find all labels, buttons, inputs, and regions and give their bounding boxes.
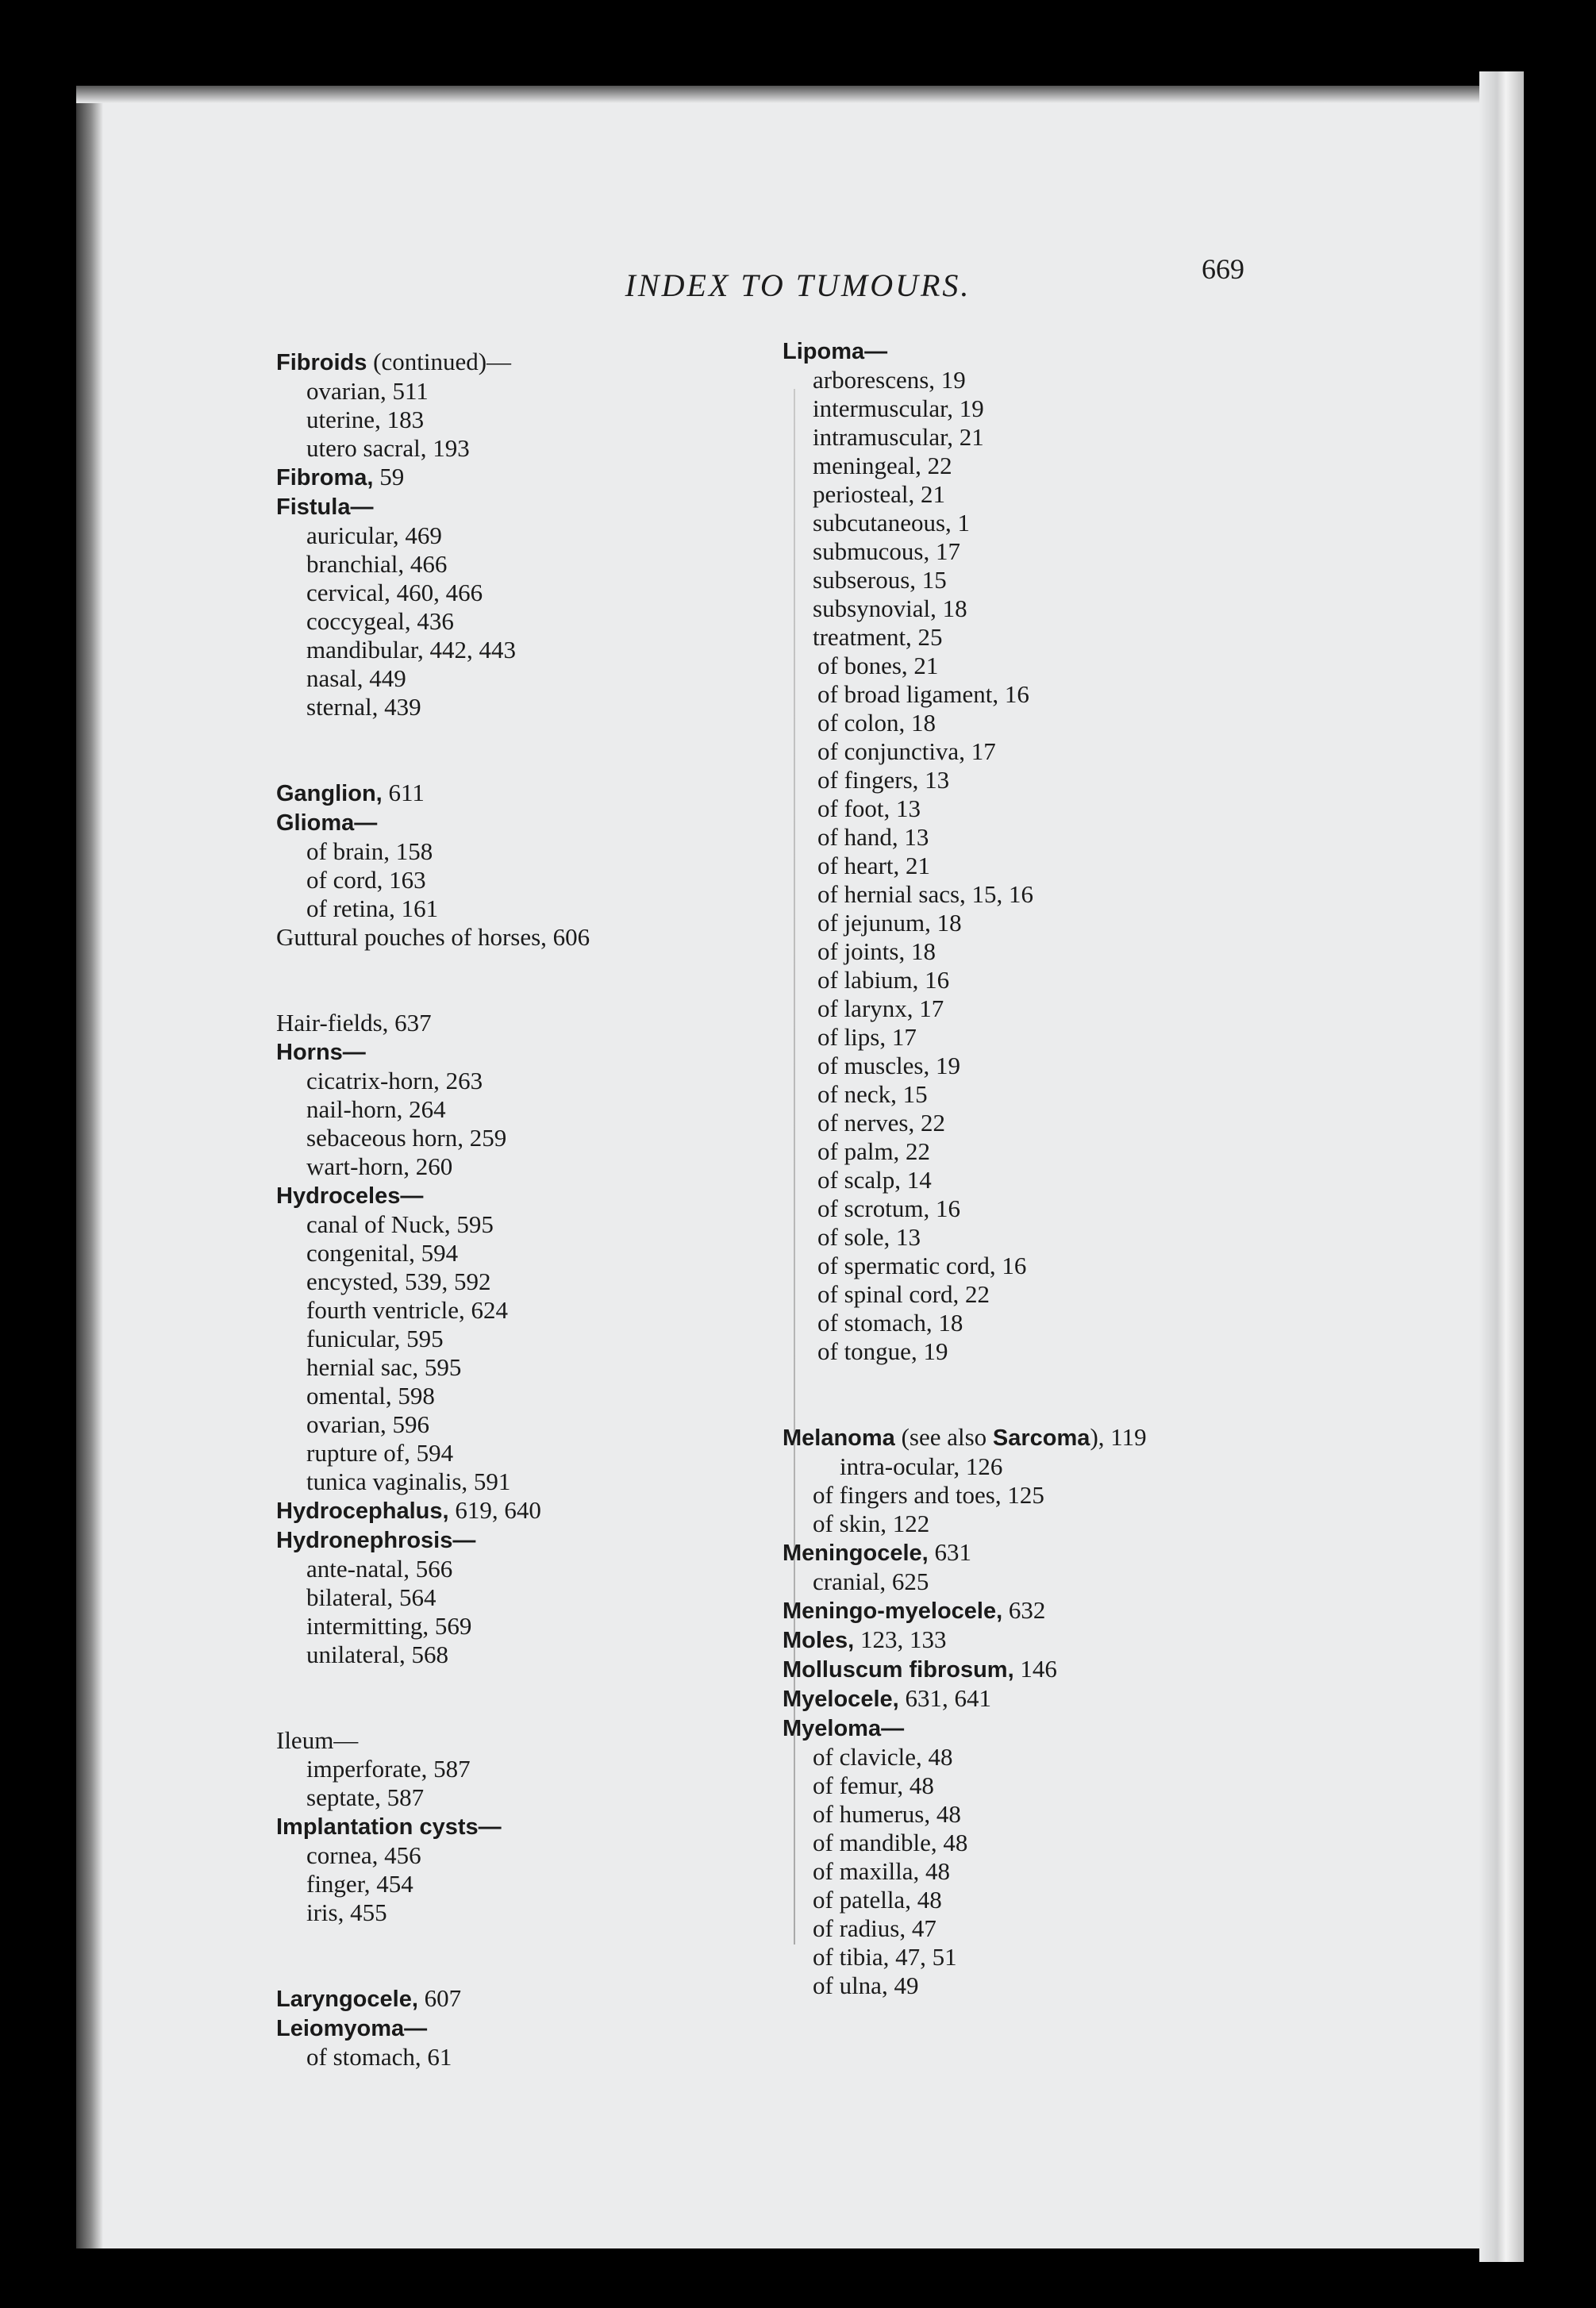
index-subentry: subsynovial, 18 bbox=[813, 594, 967, 622]
index-heading-entry bbox=[783, 1684, 1147, 1714]
index-heading-term: Myeloma— bbox=[783, 1716, 905, 1741]
index-subentry: intra-ocular, 126 bbox=[840, 1452, 1003, 1480]
index-subentry: sternal, 439 bbox=[306, 693, 421, 721]
index-subentry: sebaceous horn, 259 bbox=[306, 1124, 507, 1152]
index-subentry: iris, 455 bbox=[306, 1898, 387, 1926]
index-subentry: of humerus, 48 bbox=[813, 1800, 961, 1828]
index-heading-entry bbox=[276, 348, 590, 377]
index-subentry: of jejunum, 18 bbox=[817, 909, 962, 937]
index-heading-entry bbox=[276, 463, 590, 492]
index-heading-entry bbox=[783, 1596, 1147, 1625]
index-subentry: of scalp, 14 bbox=[817, 1166, 932, 1194]
index-heading-entry bbox=[783, 1714, 1147, 1743]
index-subentry: of joints, 18 bbox=[817, 937, 936, 965]
index-heading-entry bbox=[276, 1181, 590, 1210]
index-heading-term: Fibroids bbox=[276, 350, 367, 375]
index-heading-ref: 619, 640 bbox=[448, 1496, 541, 1524]
index-subentry: of broad ligament, 16 bbox=[817, 680, 1029, 708]
index-heading-ref: 611 bbox=[382, 779, 425, 806]
index-subentry: ante-natal, 566 bbox=[306, 1555, 453, 1583]
index-subentry: of patella, 48 bbox=[813, 1886, 942, 1914]
index-heading-ref: ), 119 bbox=[1090, 1423, 1147, 1451]
index-subentry: of tibia, 47, 51 bbox=[813, 1943, 957, 1971]
index-subentry: cornea, 456 bbox=[306, 1841, 421, 1869]
index-heading-term: Ganglion, bbox=[276, 781, 383, 806]
index-subentry: cranial, 625 bbox=[813, 1568, 929, 1595]
index-heading-entry bbox=[783, 1625, 1147, 1655]
index-subentry: of ulna, 49 bbox=[813, 1971, 919, 1999]
index-subentry: of spermatic cord, 16 bbox=[817, 1252, 1027, 1279]
index-heading-term: Leiomyoma— bbox=[276, 2016, 428, 2041]
running-head: INDEX TO TUMOURS. bbox=[625, 267, 971, 303]
index-heading-ref: 631 bbox=[928, 1538, 971, 1566]
index-subentry: bilateral, 564 bbox=[306, 1583, 436, 1611]
index-subentry: of mandible, 48 bbox=[813, 1829, 968, 1856]
index-heading-ref: 632 bbox=[1002, 1596, 1046, 1624]
index-heading-ref: 146 bbox=[1013, 1655, 1057, 1683]
index-subentry: of bones, 21 bbox=[817, 652, 939, 679]
index-subentry: of heart, 21 bbox=[817, 852, 931, 879]
index-subentry: of skin, 122 bbox=[813, 1510, 930, 1537]
index-heading-entry bbox=[276, 779, 590, 808]
index-subentry: nasal, 449 bbox=[306, 664, 406, 692]
index-subentry: branchial, 466 bbox=[306, 550, 448, 578]
index-subentry: of scrotum, 16 bbox=[817, 1194, 960, 1222]
index-subentry: cervical, 460, 466 bbox=[306, 579, 483, 606]
index-heading-term: Horns— bbox=[276, 1040, 366, 1065]
index-subentry: coccygeal, 436 bbox=[306, 607, 454, 635]
index-heading-ref: 607 bbox=[417, 1984, 462, 2012]
page-edge bbox=[1479, 71, 1524, 2262]
index-subentry: of larynx, 17 bbox=[817, 994, 944, 1022]
index-subentry: of brain, 158 bbox=[306, 837, 433, 865]
page-gutter-shadow bbox=[76, 86, 103, 2248]
index-subentry: septate, 587 bbox=[306, 1783, 425, 1811]
index-heading-term: Meningo-myelocele, bbox=[783, 1598, 1003, 1624]
index-subentry: canal of Nuck, 595 bbox=[306, 1210, 494, 1238]
index-subentry: periosteal, 21 bbox=[813, 480, 946, 508]
index-subentry: of nerves, 22 bbox=[817, 1109, 945, 1137]
index-subentry: wart-horn, 260 bbox=[306, 1152, 453, 1180]
index-heading-entry bbox=[276, 1984, 590, 2014]
index-subentry: of hand, 13 bbox=[817, 823, 929, 851]
index-heading-entry bbox=[276, 1037, 590, 1067]
index-subentry: of hernial sacs, 15, 16 bbox=[817, 880, 1034, 908]
index-heading-entry bbox=[783, 1538, 1147, 1568]
index-subentry: of fingers, 13 bbox=[817, 766, 950, 794]
index-subentry: of palm, 22 bbox=[817, 1137, 931, 1165]
index-subentry: cicatrix-horn, 263 bbox=[306, 1067, 483, 1094]
index-heading-ref: 631, 641 bbox=[898, 1684, 991, 1712]
entry-gap bbox=[783, 1366, 1147, 1423]
index-subentry: fourth ventricle, 624 bbox=[306, 1296, 508, 1324]
index-heading-ref: 59 bbox=[373, 463, 405, 490]
index-heading-term: Hydroceles— bbox=[276, 1183, 424, 1209]
index-subentry: intermitting, 569 bbox=[306, 1612, 472, 1640]
index-heading-entry bbox=[783, 337, 1147, 366]
index-subentry: congenital, 594 bbox=[306, 1239, 459, 1267]
index-subentry: arborescens, 19 bbox=[813, 366, 966, 394]
index-heading-term: Glioma— bbox=[276, 810, 378, 836]
index-subentry: of stomach, 61 bbox=[306, 2043, 452, 2071]
index-subentry: ovarian, 511 bbox=[306, 377, 429, 405]
index-subentry: unilateral, 568 bbox=[306, 1641, 449, 1668]
index-heading-term: Fibroma, bbox=[276, 465, 374, 490]
index-subentry: utero sacral, 193 bbox=[306, 434, 470, 462]
index-subentry: subserous, 15 bbox=[813, 566, 947, 594]
entry-gap bbox=[276, 721, 590, 779]
index-subentry: of tongue, 19 bbox=[817, 1337, 948, 1365]
index-subentry: meningeal, 22 bbox=[813, 452, 952, 479]
index-subentry: imperforate, 587 bbox=[306, 1755, 471, 1783]
index-subentry: hernial sac, 595 bbox=[306, 1353, 462, 1381]
index-heading-entry bbox=[276, 2014, 590, 2043]
index-cross-ref-term: Sarcoma bbox=[992, 1425, 1090, 1451]
index-subentry: finger, 454 bbox=[306, 1870, 413, 1898]
index-column-left bbox=[276, 348, 590, 2071]
index-subentry: rupture of, 594 bbox=[306, 1439, 454, 1467]
index-heading-entry bbox=[276, 492, 590, 521]
index-subentry: of neck, 15 bbox=[817, 1080, 928, 1108]
index-subentry: of labium, 16 bbox=[817, 966, 950, 994]
index-heading-entry bbox=[276, 1496, 590, 1525]
index-subentry: intermuscular, 19 bbox=[813, 394, 984, 422]
page-top-shadow bbox=[76, 86, 1489, 103]
entry-gap bbox=[276, 952, 590, 1009]
index-subentry: of maxilla, 48 bbox=[813, 1857, 951, 1885]
index-heading-term: Moles, bbox=[783, 1628, 855, 1653]
index-heading-entry bbox=[783, 1655, 1147, 1684]
index-entry: Ileum— bbox=[276, 1726, 359, 1754]
index-subentry: of radius, 47 bbox=[813, 1914, 936, 1942]
index-subentry: of clavicle, 48 bbox=[813, 1743, 953, 1771]
index-subentry: ovarian, 596 bbox=[306, 1410, 429, 1438]
index-subentry: auricular, 469 bbox=[306, 521, 442, 549]
index-heading-entry bbox=[783, 1423, 1147, 1452]
index-subentry: funicular, 595 bbox=[306, 1325, 444, 1352]
index-heading-entry bbox=[276, 1525, 590, 1555]
index-heading-term: Molluscum fibrosum, bbox=[783, 1657, 1014, 1683]
index-subentry: omental, 598 bbox=[306, 1382, 435, 1410]
index-subentry: tunica vaginalis, 591 bbox=[306, 1468, 511, 1495]
index-heading-term: Melanoma bbox=[783, 1425, 895, 1451]
index-heading-entry bbox=[276, 1812, 590, 1841]
index-subentry: of foot, 13 bbox=[817, 794, 921, 822]
index-subentry: of femur, 48 bbox=[813, 1771, 934, 1799]
index-entry: Guttural pouches of horses, 606 bbox=[276, 923, 590, 951]
index-heading-ref: 123, 133 bbox=[854, 1625, 947, 1653]
index-subentry: nail-horn, 264 bbox=[306, 1095, 446, 1123]
index-heading-term: Hydrocephalus, bbox=[276, 1498, 449, 1524]
index-heading-term: Meningocele, bbox=[783, 1541, 929, 1566]
page-number: 669 bbox=[1202, 253, 1244, 285]
index-heading-term: Myelocele, bbox=[783, 1687, 899, 1712]
index-subentry: of lips, 17 bbox=[817, 1023, 917, 1051]
index-subentry: of conjunctiva, 17 bbox=[817, 737, 996, 765]
index-subentry: uterine, 183 bbox=[306, 406, 425, 433]
index-heading-entry bbox=[276, 808, 590, 837]
index-subentry: of retina, 161 bbox=[306, 894, 439, 922]
index-entry: Hair-fields, 637 bbox=[276, 1009, 432, 1037]
index-heading-term: Implantation cysts— bbox=[276, 1814, 502, 1840]
index-subentry: encysted, 539, 592 bbox=[306, 1267, 491, 1295]
index-subentry: of colon, 18 bbox=[817, 709, 936, 737]
index-subentry: of spinal cord, 22 bbox=[817, 1280, 990, 1308]
index-heading-term: Fistula— bbox=[276, 494, 374, 520]
index-subentry: mandibular, 442, 443 bbox=[306, 636, 516, 664]
index-column-right bbox=[783, 337, 1147, 2000]
index-heading-ref: (continued)— bbox=[367, 348, 512, 375]
index-subentry: of stomach, 18 bbox=[817, 1309, 963, 1337]
index-subentry: submucous, 17 bbox=[813, 537, 960, 565]
index-heading-term: Lipoma— bbox=[783, 339, 888, 364]
index-heading-term: Hydronephrosis— bbox=[276, 1528, 476, 1553]
index-subentry: subcutaneous, 1 bbox=[813, 509, 971, 537]
index-subentry: treatment, 25 bbox=[813, 623, 943, 651]
index-heading-ref: (see also bbox=[894, 1423, 993, 1451]
entry-gap bbox=[276, 1669, 590, 1726]
index-subentry: intramuscular, 21 bbox=[813, 423, 984, 451]
index-subentry: of muscles, 19 bbox=[817, 1052, 960, 1079]
index-subentry: of cord, 163 bbox=[306, 866, 426, 894]
index-subentry: of fingers and toes, 125 bbox=[813, 1481, 1044, 1509]
entry-gap bbox=[276, 1927, 590, 1984]
index-heading-term: Laryngocele, bbox=[276, 1987, 418, 2012]
index-subentry: of sole, 13 bbox=[817, 1223, 921, 1251]
